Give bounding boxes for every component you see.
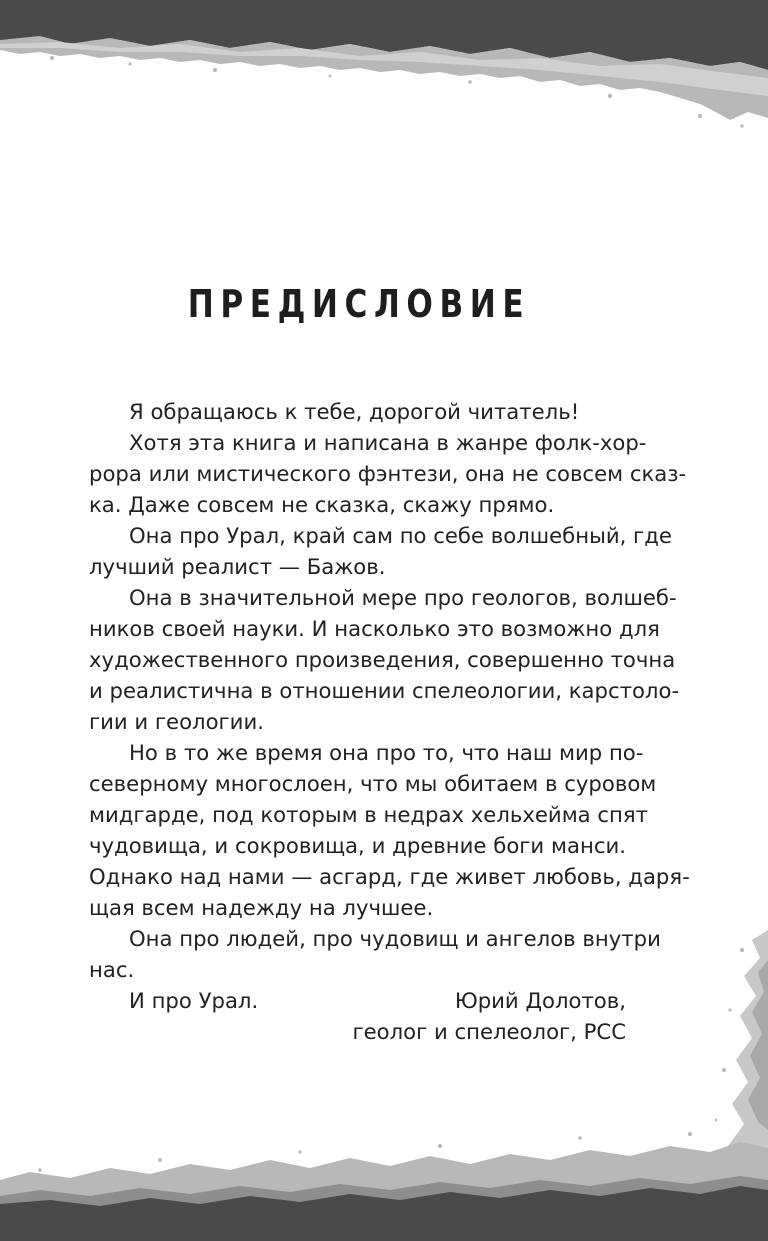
text-line: И про Урал.: [129, 988, 259, 1013]
text-line: художественного произведения, совершенно точна: [89, 647, 676, 672]
text-line: Она про Урал, край сам по себе волшебный, где: [129, 523, 672, 548]
author-signature: [300, 985, 626, 1047]
author-name: Юрий Долотов,: [454, 988, 626, 1013]
text-line: рора или мистического фэнтези, она не совсем сказ-: [89, 461, 687, 486]
paragraph: [89, 396, 626, 427]
body-text: [89, 396, 690, 1016]
paragraph: [89, 923, 661, 985]
text-line: гии и геологии.: [89, 709, 264, 734]
text-line: Однако над нами — асгард, где живет любовь, даря-: [89, 864, 690, 889]
paragraph: [89, 427, 687, 520]
paragraph: [89, 520, 672, 582]
text-line: Но в то же время она про то, что наш мир по-: [129, 740, 644, 765]
text-line: лучший реалист — Бажов.: [89, 554, 386, 579]
page-title: ПРЕДИСЛОВИЕ: [187, 282, 531, 326]
paragraph: [89, 582, 680, 737]
author-role: геолог и спелеолог, РСС: [352, 1019, 626, 1044]
text-line: ка. Даже совсем не сказка, скажу прямо.: [89, 492, 555, 517]
text-line: Я обращаюсь к тебе, дорогой читатель!: [129, 399, 580, 424]
text-line: Хотя эта книга и написана в жанре фолк-хор-: [129, 430, 647, 455]
text-line: ников своей науки. И насколько это возможно для: [89, 616, 660, 641]
text-line: и реалистична в отношении спелеологии, карстоло-: [89, 678, 680, 703]
text-line: мидгарде, под которым в недрах хельхейма спят: [89, 802, 648, 827]
text-line: нас.: [89, 957, 135, 982]
text-line: северному многослоен, что мы обитаем в суровом: [89, 771, 657, 796]
text-line: чудовища, и сокровища, и древние боги манси.: [89, 833, 626, 858]
text-line: Она в значительной мере про геологов, волшеб-: [129, 585, 677, 610]
text-line: щая всем надежду на лучшее.: [89, 895, 434, 920]
text-line: Она про людей, про чудовищ и ангелов внутри: [129, 926, 661, 951]
paragraph: [89, 737, 690, 923]
